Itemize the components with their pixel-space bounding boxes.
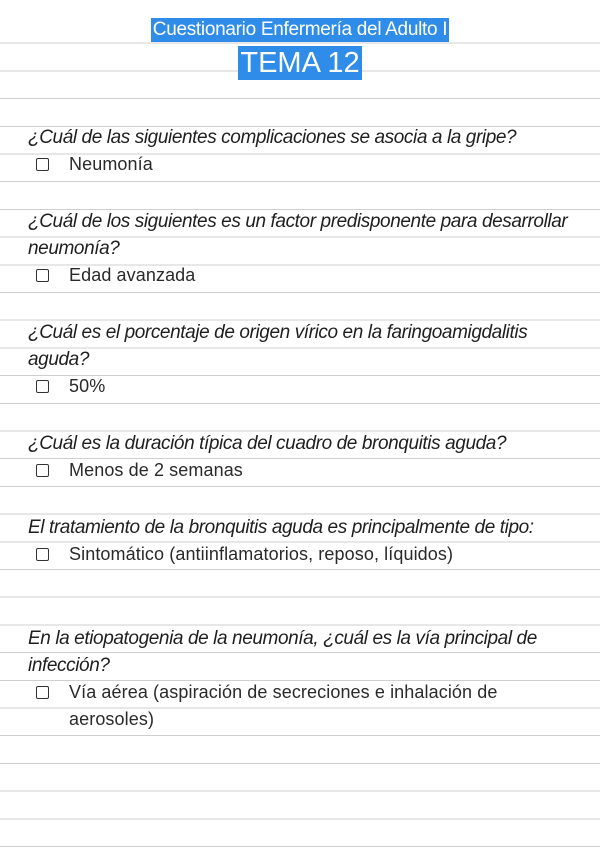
document-subtitle: Cuestionario Enfermería del Adulto I xyxy=(152,19,448,40)
document-title: TEMA 12 xyxy=(240,47,360,79)
question-text: ¿Cuál es el porcentaje de origen vírico en la faringoamigdalitis aguda? xyxy=(28,322,528,370)
answer-text: Vía aérea (aspiración de secreciones e inhalación de aerosoles) xyxy=(69,682,498,729)
answer-text: 50% xyxy=(69,376,106,396)
question-6 xyxy=(28,625,578,733)
document-header xyxy=(0,18,600,80)
question-4 xyxy=(28,430,578,484)
checkbox-icon[interactable] xyxy=(36,158,49,171)
question-text: El tratamiento de la bronquitis aguda es principalmente de tipo: xyxy=(28,517,534,538)
question-text: ¿Cuál es la duración típica del cuadro de bronquitis aguda? xyxy=(28,433,507,454)
question-1 xyxy=(28,124,578,178)
checkbox-icon[interactable] xyxy=(36,686,49,699)
question-text: ¿Cuál de los siguientes es un factor predisponente para desarrollar neumonía? xyxy=(28,211,568,259)
answer-option[interactable] xyxy=(36,541,578,568)
question-text: ¿Cuál de las siguientes complicaciones se asocia a la gripe? xyxy=(28,127,517,148)
question-3 xyxy=(28,319,578,400)
answer-text: Edad avanzada xyxy=(69,265,196,285)
checkbox-icon[interactable] xyxy=(36,380,49,393)
answer-text: Menos de 2 semanas xyxy=(69,460,243,480)
answer-text: Neumonía xyxy=(69,154,153,174)
question-5 xyxy=(28,514,578,568)
answer-option[interactable] xyxy=(36,262,578,289)
checkbox-icon[interactable] xyxy=(36,548,49,561)
answer-option[interactable] xyxy=(36,151,578,178)
checkbox-icon[interactable] xyxy=(36,269,49,282)
question-text: En la etiopatogenia de la neumonía, ¿cuál es la vía principal de infección? xyxy=(28,628,537,676)
answer-text: Sintomático (antiinflamatorios, reposo, líquidos) xyxy=(69,544,454,564)
checkbox-icon[interactable] xyxy=(36,464,49,477)
answer-option[interactable] xyxy=(36,457,578,484)
answer-option[interactable] xyxy=(36,373,578,400)
answer-option[interactable] xyxy=(36,679,578,733)
question-2 xyxy=(28,208,578,289)
